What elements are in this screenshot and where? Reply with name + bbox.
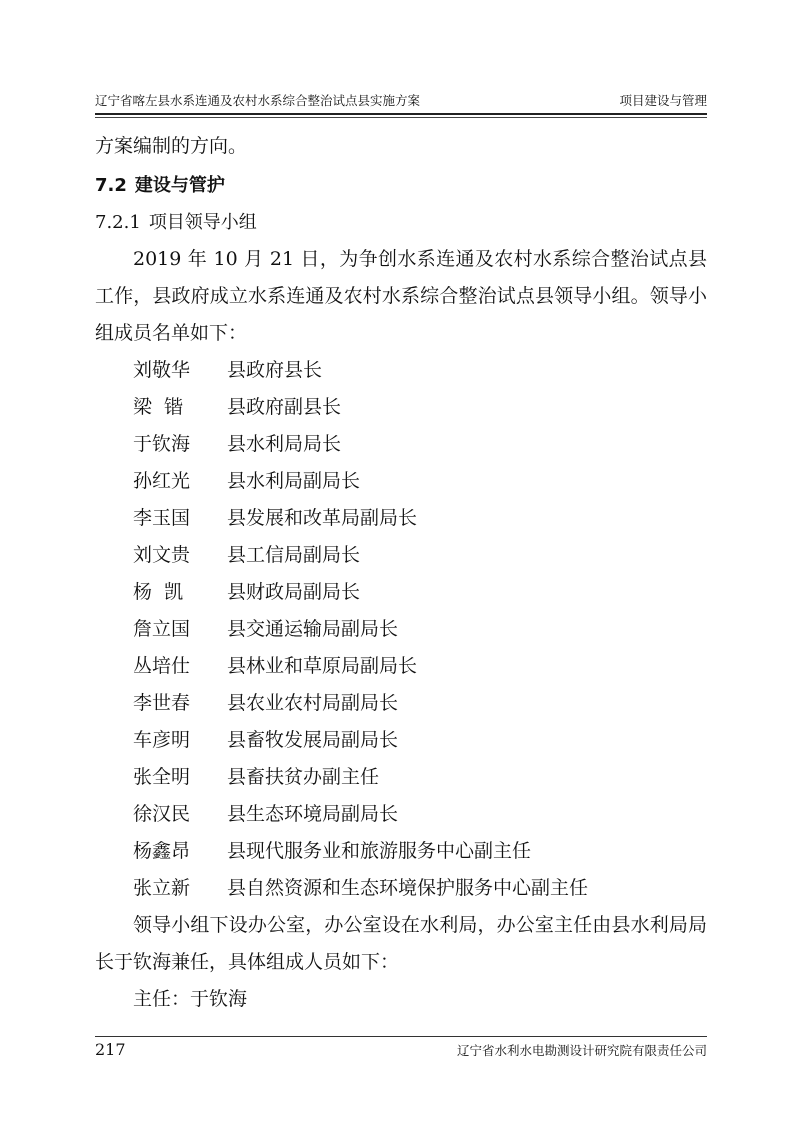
page-footer <box>95 1040 707 1059</box>
header-chapter-title: 项目建设与管理 <box>619 93 707 108</box>
member-name: 孙红光 <box>133 470 191 492</box>
member-role: 县水利局副局长 <box>227 470 361 492</box>
member-row <box>95 833 707 870</box>
member-row <box>95 389 707 426</box>
member-name: 杨 凯 <box>133 581 184 603</box>
member-row <box>95 537 707 574</box>
member-role: 县财政局副局长 <box>227 581 361 603</box>
member-role: 县自然资源和生态环境保护服务中心副主任 <box>227 877 589 899</box>
header-rule-thin <box>95 117 707 118</box>
subsection-heading <box>95 204 707 241</box>
page-number: 217 <box>95 1040 126 1059</box>
member-name: 车彦明 <box>133 729 191 751</box>
member-name: 李世春 <box>133 692 191 714</box>
member-row <box>95 500 707 537</box>
member-name: 丛培仕 <box>133 655 191 677</box>
page-body <box>95 128 707 1018</box>
member-row <box>95 870 707 907</box>
member-name: 杨鑫昂 <box>133 840 191 862</box>
member-role: 县发展和改革局副局长 <box>227 507 418 529</box>
member-name: 詹立国 <box>133 618 191 640</box>
member-role: 县现代服务业和旅游服务中心副主任 <box>227 840 532 862</box>
member-role: 县政府县长 <box>227 359 323 381</box>
member-name: 李玉国 <box>133 507 191 529</box>
office-paragraph: 领导小组下设办公室，办公室设在水利局，办公室主任由县水利局局长于钦海兼任，具体组成人员如下： <box>95 914 707 973</box>
footer-organization: 辽宁省水利水电勘测设计研究院有限责任公司 <box>456 1042 707 1058</box>
member-row <box>95 574 707 611</box>
director-line: 主任：于钦海 <box>133 988 248 1010</box>
member-row <box>95 722 707 759</box>
member-row <box>95 426 707 463</box>
member-row <box>95 685 707 722</box>
member-name: 张立新 <box>133 877 191 899</box>
member-row <box>95 463 707 500</box>
member-row <box>95 352 707 389</box>
member-row <box>95 796 707 833</box>
member-list <box>95 352 707 907</box>
subsection-title: 项目领导小组 <box>148 212 257 233</box>
intro-paragraph: 2019 年 10 月 21 日，为争创水系连通及农村水系综合整治试点县工作，县政府成立水系连通及农村水系综合整治试点县领导小组。领导小组成员名单如下： <box>95 248 707 344</box>
member-row <box>95 759 707 796</box>
member-row <box>95 648 707 685</box>
member-name: 于钦海 <box>133 433 191 455</box>
member-role: 县畜扶贫办副主任 <box>227 766 380 788</box>
header-document-title: 辽宁省喀左县水系连通及农村水系综合整治试点县实施方案 <box>95 93 421 108</box>
member-role: 县林业和草原局副局长 <box>227 655 418 677</box>
member-role: 县水利局局长 <box>227 433 342 455</box>
member-name: 梁 锴 <box>133 396 184 418</box>
member-role: 县工信局副局长 <box>227 544 361 566</box>
footer-rule <box>95 1036 707 1037</box>
section-heading <box>95 167 707 204</box>
member-name: 刘文贵 <box>133 544 191 566</box>
member-name: 刘敬华 <box>133 359 191 381</box>
member-name: 张全明 <box>133 766 191 788</box>
member-role: 县农业农村局副局长 <box>227 692 399 714</box>
member-row <box>95 611 707 648</box>
header-rule <box>95 113 707 115</box>
subsection-number: 7.2.1 <box>95 212 141 233</box>
member-role: 县畜牧发展局副局长 <box>227 729 399 751</box>
continuation-text: 方案编制的方向。 <box>95 135 248 157</box>
page-header <box>95 93 707 109</box>
section-title: 建设与管护 <box>134 175 225 196</box>
member-role: 县生态环境局副局长 <box>227 803 399 825</box>
member-role: 县政府副县长 <box>227 396 342 418</box>
member-name: 徐汉民 <box>133 803 191 825</box>
member-role: 县交通运输局副局长 <box>227 618 399 640</box>
section-number: 7.2 <box>95 175 127 196</box>
